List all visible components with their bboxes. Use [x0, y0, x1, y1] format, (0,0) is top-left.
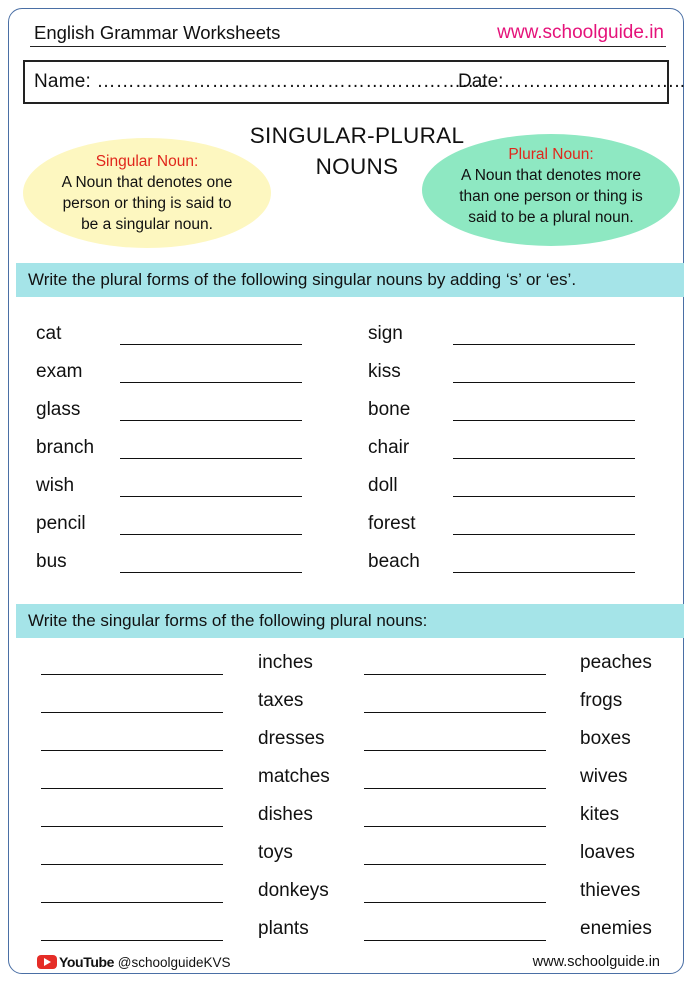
plural-noun-word: dishes — [258, 804, 313, 825]
singular-noun-word: branch — [36, 437, 95, 458]
plural-definition-line: A Noun that denotes more — [460, 167, 642, 184]
singular-noun-word: beach — [368, 551, 420, 572]
answer-blank[interactable] — [41, 864, 223, 865]
singular-noun-word: pencil — [36, 513, 86, 534]
date-field-label: Date:……………………….. — [458, 71, 685, 92]
singular-noun-word: kiss — [368, 361, 401, 382]
answer-blank[interactable] — [364, 902, 546, 903]
plural-noun-word: kites — [580, 804, 620, 825]
plural-noun-word: donkeys — [258, 880, 329, 901]
plural-noun-word: wives — [580, 766, 628, 787]
answer-blank[interactable] — [120, 382, 302, 383]
answer-blank[interactable] — [364, 940, 546, 941]
footer-site-link[interactable]: www.schoolguide.in — [532, 954, 660, 970]
answer-blank[interactable] — [364, 712, 546, 713]
answer-blank[interactable] — [364, 826, 546, 827]
singular-definition-line: A Noun that denotes one — [61, 174, 233, 191]
answer-blank[interactable] — [41, 674, 223, 675]
youtube-play-icon — [37, 955, 57, 969]
plural-noun-word: matches — [258, 766, 330, 787]
plural-noun-word: boxes — [580, 728, 631, 749]
name-field-label: Name: ……………………………………………………. — [34, 71, 486, 92]
youtube-credit[interactable] — [37, 954, 231, 970]
answer-blank[interactable] — [41, 788, 223, 789]
singular-definition-line: person or thing is said to — [62, 195, 232, 212]
plural-definition-line: said to be a plural noun. — [468, 209, 634, 226]
singular-noun-word: glass — [36, 399, 81, 420]
answer-blank[interactable] — [41, 826, 223, 827]
singular-noun-word: sign — [368, 323, 403, 344]
answer-blank[interactable] — [120, 572, 302, 573]
answer-blank[interactable] — [453, 382, 635, 383]
answer-blank[interactable] — [120, 420, 302, 421]
plural-noun-word: plants — [258, 918, 309, 939]
worksheet-header-title: English Grammar Worksheets — [34, 22, 281, 43]
answer-blank[interactable] — [453, 344, 635, 345]
singular-noun-word: chair — [368, 437, 410, 458]
singular-noun-word: forest — [368, 513, 416, 534]
answer-blank[interactable] — [364, 864, 546, 865]
plural-noun-word: inches — [258, 652, 313, 673]
answer-blank[interactable] — [41, 902, 223, 903]
answer-blank[interactable] — [453, 534, 635, 535]
name-date-box — [23, 60, 685, 104]
answer-blank[interactable] — [364, 674, 546, 675]
title-line-2: NOUNS — [315, 154, 399, 179]
section1-instruction-banner: Write the plural forms of the following singular nouns by adding ‘s’ or ‘es’. — [16, 263, 684, 297]
plural-noun-word: dresses — [258, 728, 325, 749]
plural-noun-word: taxes — [258, 690, 304, 711]
plural-noun-word: thieves — [580, 880, 641, 901]
answer-blank[interactable] — [120, 344, 302, 345]
singular-noun-word: bus — [36, 551, 67, 572]
plural-noun-word: toys — [258, 842, 293, 863]
answer-blank[interactable] — [41, 750, 223, 751]
answer-blank[interactable] — [120, 534, 302, 535]
youtube-wordmark: YouTube — [59, 954, 115, 970]
singular-noun-word: cat — [36, 323, 62, 344]
plural-noun-word: loaves — [580, 842, 635, 863]
plural-noun-word: enemies — [580, 918, 652, 939]
answer-blank[interactable] — [453, 458, 635, 459]
answer-blank[interactable] — [364, 750, 546, 751]
answer-blank[interactable] — [364, 788, 546, 789]
plural-definition-line: than one person or thing is — [459, 188, 643, 205]
plural-noun-bubble — [422, 134, 680, 246]
plural-noun-heading: Plural Noun: — [508, 146, 594, 163]
site-link[interactable]: www.schoolguide.in — [497, 22, 664, 43]
answer-blank[interactable] — [120, 458, 302, 459]
singular-noun-word: exam — [36, 361, 83, 382]
answer-blank[interactable] — [120, 496, 302, 497]
singular-definition-line: be a singular noun. — [81, 216, 213, 233]
answer-blank[interactable] — [453, 496, 635, 497]
youtube-handle: @schoolguideKVS — [117, 955, 231, 970]
section2-instruction-banner: Write the singular forms of the following plural nouns: — [16, 604, 684, 638]
singular-noun-bubble — [23, 138, 271, 248]
singular-noun-word: wish — [36, 475, 75, 496]
title-line-1: SINGULAR-PLURAL — [249, 123, 465, 148]
answer-blank[interactable] — [41, 712, 223, 713]
singular-noun-heading: Singular Noun: — [95, 153, 199, 170]
header-underline — [30, 46, 666, 47]
answer-blank[interactable] — [41, 940, 223, 941]
plural-noun-word: frogs — [580, 690, 623, 711]
singular-noun-word: doll — [368, 475, 398, 496]
answer-blank[interactable] — [453, 572, 635, 573]
singular-noun-word: bone — [368, 399, 411, 420]
answer-blank[interactable] — [453, 420, 635, 421]
plural-noun-word: peaches — [580, 652, 652, 673]
